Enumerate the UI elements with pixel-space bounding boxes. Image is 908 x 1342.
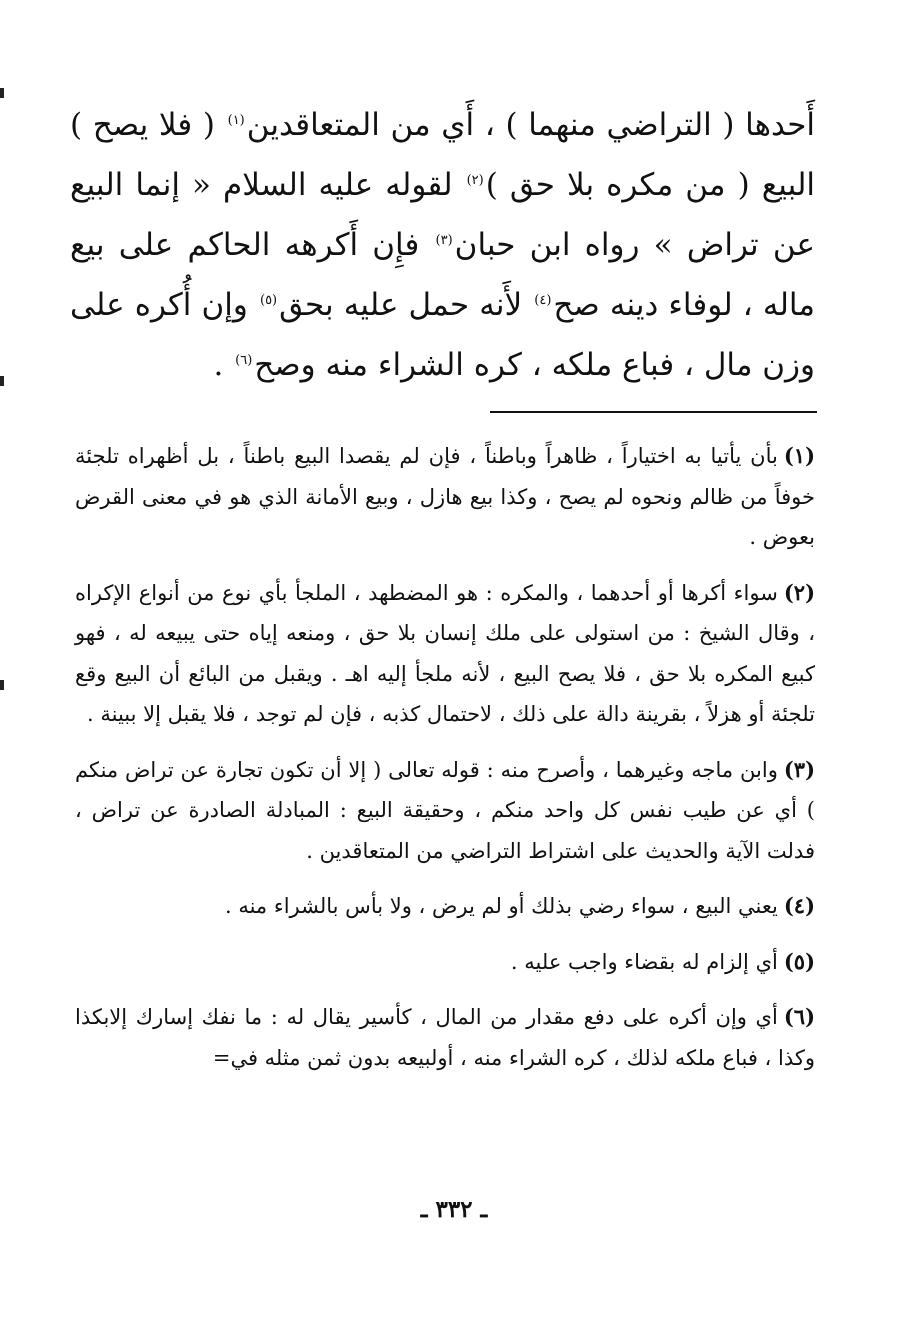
footnote-separator — [490, 411, 817, 413]
footnote-ref: (٢) — [466, 172, 484, 188]
footnote — [75, 750, 815, 872]
main-text-segment: أَحدها ( التراضي منهما ) ، أَي من المتعاقدين — [246, 107, 815, 143]
footnote-ref: (٥) — [259, 292, 278, 308]
footnote-text: أي وإن أكره على دفع مقدار من المال ، كأسير يقال له : ما نفك إسارك إلابكذا وكذا ، فباع ملكه لذلك ، كره الشراء منه ، أولبيعه بدون ثمن مثله في= — [75, 1005, 815, 1070]
footnotes-section — [75, 436, 815, 1093]
footnote — [75, 997, 815, 1078]
footnote-number: (٥) — [783, 948, 815, 974]
footnote-ref: (٣) — [435, 232, 453, 248]
main-paragraph — [70, 95, 815, 395]
footnote-text: وابن ماجه وغيرهما ، وأصرح منه : قوله تعالى ( إلا أن تكون تجارة عن تراض منكم ) أي عن طيب نفس كل واحد منكم ، وحقيقة البيع : المبادلة الصادرة عن تراض ، فدلت الآية والحديث على اشتراط التراضي من المتعاقدين . — [75, 757, 815, 863]
margin-mark — [0, 376, 4, 386]
main-text-segment: . — [213, 347, 234, 383]
footnote-text: يعني البيع ، سواء رضي بذلك أو لم يرض ، ولا بأس بالشراء منه . — [224, 894, 778, 918]
footnote-text: سواء أكرها أو أحدهما ، والمكره : هو المضطهد ، الملجأ بأي نوع من أنواع الإكراه ، وقال الشيخ : من استولى على ملك إنسان بلا حق ، ومنعه إياه حتى يبيعه له ، فهو كبيع المكره بلا حق ، فلا يصح البيع ، لأنه ملجأ إليه اهـ . ويقبل من البائع أن البيع وقع تلجئة أو هزلاً ، بقرينة دالة على ذلك ، لاحتمال كذبه ، فإن لم توجد ، فلا يقبل إلا ببينة . — [75, 580, 815, 726]
footnote-text: أي إلزام له بقضاء واجب عليه . — [510, 949, 778, 974]
footnote-number: (٤) — [783, 893, 815, 918]
footnote-ref: (١) — [227, 112, 245, 128]
footnote-ref: (٤) — [534, 292, 552, 308]
main-text-segment: فإِن أَكرهه الحاكم على بيع ماله ، لوفاء دينه صح — [70, 227, 815, 323]
main-text-segment: لقوله عليه السلام « إنما البيع عن تراض » رواه ابن حبان — [70, 167, 815, 263]
main-text-block — [70, 95, 815, 395]
footnote — [75, 886, 815, 927]
page-number: ـ ٣٣٢ ـ — [420, 1196, 488, 1223]
footnote-ref: (٦) — [235, 352, 253, 368]
footnote-text: بأن يأتيا به اختياراً ، ظاهراً وباطناً ، فإن لم يقصدا البيع باطناً ، بل أظهراه تلجئة خوفاً من ظالم ونحوه لم يصح ، وكذا بيع هازل ، وبيع الأمانة الذي هو في معنى القرض بعوض . — [75, 444, 815, 549]
footnote-number: (٦) — [783, 1004, 815, 1029]
footnote — [75, 942, 815, 983]
main-text-segment: وإن أُكره على وزن مال ، فباع ملكه ، كره الشراء منه وصح — [70, 287, 815, 383]
main-text-segment: لأَنه حمل عليه بحق — [279, 287, 533, 323]
margin-mark — [0, 680, 4, 690]
margin-mark — [0, 88, 4, 98]
footnote — [75, 573, 815, 735]
main-text-segment: ( فلا يصح ) البيع ( من مكره بلا حق ) — [70, 107, 816, 203]
footnote-number: (٢) — [783, 579, 815, 605]
footnote-number: (١) — [783, 443, 815, 468]
footnote — [75, 436, 815, 558]
footnote-number: (٣) — [783, 756, 815, 782]
